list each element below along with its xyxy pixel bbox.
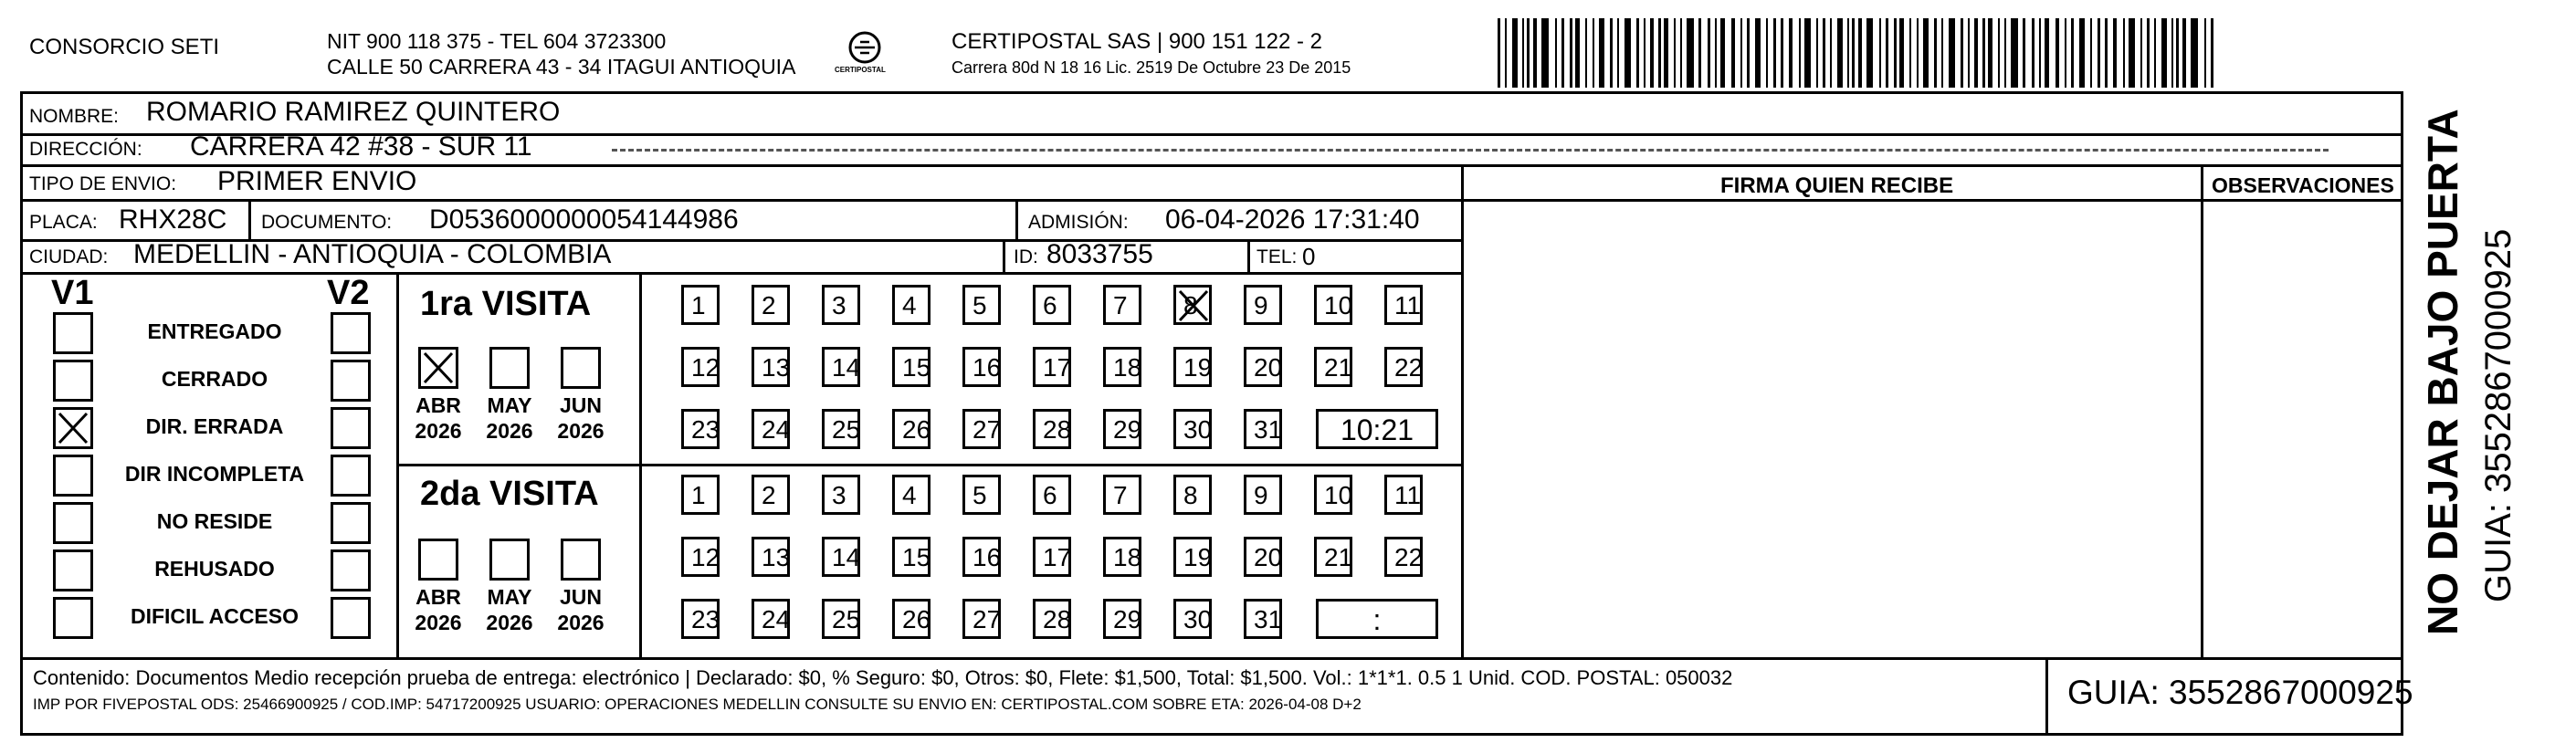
- day-box[interactable]: 13: [752, 347, 790, 387]
- courier-line: CERTIPOSTAL SAS | 900 151 122 - 2: [952, 29, 1322, 54]
- barcode-bar: [2023, 18, 2025, 88]
- year-label: 2026: [486, 611, 533, 634]
- day-box[interactable]: 17: [1033, 537, 1071, 577]
- day-box[interactable]: 2: [752, 475, 790, 515]
- barcode-bar: [2071, 18, 2074, 88]
- document-number: D0536000000054144986: [429, 204, 739, 235]
- barcode-bar: [2113, 18, 2117, 88]
- day-box[interactable]: 1: [681, 285, 720, 325]
- footer-guia: GUIA: 3552867000925: [2067, 674, 2413, 711]
- barcode-bar: [1816, 18, 1818, 88]
- month-checkbox[interactable]: [418, 347, 458, 389]
- barcode-bar: [2161, 18, 2167, 88]
- barcode-bar: [2032, 18, 2035, 88]
- barcode-bar: [2204, 18, 2206, 88]
- day-box[interactable]: 21: [1314, 537, 1352, 577]
- day-box[interactable]: 8: [1173, 475, 1212, 515]
- barcode-bar: [1894, 18, 1897, 88]
- day-box[interactable]: 24: [752, 409, 790, 449]
- barcode-bar: [1988, 18, 1992, 88]
- month-checkbox[interactable]: [489, 539, 530, 581]
- v1-checkbox[interactable]: [53, 312, 93, 354]
- barcode-bar: [1847, 18, 1849, 88]
- barcode-bar: [1644, 18, 1645, 88]
- v1-checkbox[interactable]: [53, 502, 93, 544]
- admission-label: ADMISIÓN:: [1028, 212, 1129, 233]
- barcode-bar: [1998, 18, 2000, 88]
- v1-header: V1: [51, 274, 94, 312]
- day-box[interactable]: 3: [822, 475, 860, 515]
- barcode-bar: [1650, 18, 1654, 88]
- day-box[interactable]: 29: [1103, 599, 1141, 639]
- year-label: 2026: [415, 419, 462, 443]
- barcode-bar: [1636, 18, 1639, 88]
- day-box[interactable]: 7: [1103, 285, 1141, 325]
- barcode-bar: [2105, 18, 2108, 88]
- barcode-bar: [1982, 18, 1985, 88]
- day-box[interactable]: 24: [752, 599, 790, 639]
- barcode-bar: [1923, 18, 1929, 88]
- barcode-bar: [1533, 18, 1537, 88]
- barcode-bar: [1968, 18, 1970, 88]
- admission-datetime: 06-04-2026 17:31:40: [1165, 204, 1420, 235]
- day-box[interactable]: 14: [822, 537, 860, 577]
- year-label: 2026: [557, 611, 605, 634]
- day-box[interactable]: 15: [892, 537, 931, 577]
- day-box[interactable]: 8: [1173, 285, 1212, 325]
- barcode-bar: [1570, 18, 1572, 88]
- barcode-bar: [1858, 18, 1862, 88]
- imp-line: IMP POR FIVEPOSTAL ODS: 25466900925 / COD.IMP: 54717200925 USUARIO: OPERACIONES MEDELLIN CONSULTE SU ENVIO EN: CERTIPOSTAL.COM SOBRE ETA: 2026-04-08 D+2: [33, 696, 1362, 713]
- address-scribble: [612, 149, 2329, 155]
- barcode-bar: [1658, 18, 1661, 88]
- day-box[interactable]: 22: [1384, 347, 1423, 387]
- barcode-bar: [1731, 18, 1735, 88]
- logo-text: CERTIPOSTAL: [835, 66, 886, 74]
- month-label: JUN: [559, 585, 602, 609]
- v1-checkbox[interactable]: [53, 455, 93, 497]
- day-box[interactable]: 17: [1033, 347, 1071, 387]
- day-box[interactable]: 13: [752, 537, 790, 577]
- barcode-bar: [1593, 18, 1594, 88]
- barcode-bar: [1617, 18, 1619, 88]
- day-box[interactable]: 7: [1103, 475, 1141, 515]
- signature-header: FIRMA QUIEN RECIBE: [1720, 173, 1954, 198]
- day-box[interactable]: 9: [1244, 475, 1282, 515]
- barcode-bar: [1852, 18, 1855, 88]
- v1-checkbox[interactable]: [53, 407, 93, 449]
- day-box[interactable]: 23: [681, 599, 720, 639]
- day-box[interactable]: 15: [892, 347, 931, 387]
- v2-checkbox[interactable]: [331, 407, 371, 449]
- barcode-bar: [2129, 18, 2135, 88]
- barcode-bar: [1781, 18, 1783, 88]
- day-box[interactable]: 30: [1173, 409, 1212, 449]
- time-box[interactable]: 10:21: [1316, 409, 1438, 449]
- status-label: DIFICIL ACCESO: [130, 604, 299, 628]
- plate: RHX28C: [119, 204, 227, 235]
- day-box[interactable]: 27: [962, 599, 1001, 639]
- plate-label: PLACA:: [29, 212, 98, 233]
- barcode-bar: [2171, 18, 2173, 88]
- day-box[interactable]: 30: [1173, 599, 1212, 639]
- day-box[interactable]: 28: [1033, 599, 1071, 639]
- col-divider: [1461, 164, 1464, 659]
- v1-checkbox[interactable]: [53, 360, 93, 402]
- barcode-bar: [2147, 18, 2150, 88]
- day-box[interactable]: 19: [1173, 347, 1212, 387]
- day-box[interactable]: 22: [1384, 537, 1423, 577]
- cell-divider: [1247, 239, 1250, 274]
- barcode-bar: [2211, 18, 2213, 88]
- barcode-bar: [1512, 18, 1518, 88]
- barcode-bar: [1740, 18, 1742, 88]
- tel-value: 0: [1302, 243, 1316, 270]
- document-label: DOCUMENTO:: [261, 212, 393, 233]
- barcode-bar: [1830, 18, 1832, 88]
- day-box[interactable]: 20: [1244, 537, 1282, 577]
- day-box[interactable]: 25: [822, 599, 860, 639]
- barcode-bar: [2056, 18, 2059, 88]
- barcode-bar: [1866, 18, 1874, 88]
- month-label: MAY: [487, 393, 532, 417]
- barcode-bar: [1720, 18, 1725, 88]
- barcode-bar: [1879, 18, 1881, 88]
- ship-type-label: TIPO DE ENVIO:: [29, 173, 177, 194]
- barcode-bar: [1498, 18, 1500, 88]
- v2-checkbox[interactable]: [331, 360, 371, 402]
- barcode-bar: [2098, 18, 2100, 88]
- status-label: REHUSADO: [154, 557, 275, 581]
- day-box[interactable]: 9: [1244, 285, 1282, 325]
- day-box[interactable]: 4: [892, 475, 931, 515]
- city-label: CIUDAD:: [29, 246, 109, 267]
- barcode-bar: [1799, 18, 1801, 88]
- month-label: ABR: [415, 585, 461, 609]
- year-label: 2026: [557, 419, 605, 443]
- day-box[interactable]: 11: [1384, 285, 1423, 325]
- day-box[interactable]: 16: [962, 347, 1001, 387]
- year-label: 2026: [486, 419, 533, 443]
- barcode-bar: [2045, 18, 2049, 88]
- day-box[interactable]: 2: [752, 285, 790, 325]
- barcode-bar: [1789, 18, 1793, 88]
- barcode-bar: [2176, 18, 2179, 88]
- side-warning: NO DEJAR BAJO PUERTA: [2419, 109, 2466, 635]
- license-line: Carrera 80d N 18 16 Lic. 2519 De Octubre 23 De 2015: [952, 58, 1351, 77]
- status-label: DIR. ERRADA: [145, 414, 284, 438]
- barcode-bar: [1610, 18, 1613, 88]
- day-box[interactable]: 23: [681, 409, 720, 449]
- barcode-bar: [1505, 18, 1507, 88]
- id-label: ID:: [1014, 246, 1038, 267]
- ship-type: PRIMER ENVIO: [217, 166, 417, 196]
- barcode-bar: [2140, 18, 2142, 88]
- name-label: NOMBRE:: [29, 106, 120, 127]
- id-value: 8033755: [1046, 239, 1153, 269]
- month-label: JUN: [559, 393, 602, 417]
- barcode-bar: [1624, 18, 1631, 88]
- barcode-bar: [1804, 18, 1811, 88]
- v2-checkbox[interactable]: [331, 455, 371, 497]
- status-label: CERRADO: [161, 367, 268, 391]
- month-checkbox[interactable]: [418, 539, 458, 581]
- footer-col-divider: [2045, 657, 2048, 736]
- col-divider: [2201, 164, 2203, 659]
- day-box[interactable]: 26: [892, 409, 931, 449]
- barcode-bar: [2191, 18, 2198, 88]
- barcode-bar: [1886, 18, 1888, 88]
- barcode-bar: [1561, 18, 1564, 88]
- day-box[interactable]: 16: [962, 537, 1001, 577]
- cell-divider: [1003, 239, 1005, 274]
- day-box[interactable]: 31: [1244, 599, 1282, 639]
- barcode-bar: [2039, 18, 2041, 88]
- day-box[interactable]: 27: [962, 409, 1001, 449]
- content-line: Contenido: Documentos Medio recepción prueba de entrega: electrónico | Declarado: $0, % Seguro: $0, Otros: $0, Flete: $1,500, Total: $1,500. Vol.: 1*1*1. 0.5 1 Unid. COD. POSTAL: 050032: [33, 666, 1733, 689]
- company-name: CONSORCIO SETI: [29, 35, 220, 59]
- day-x-mark: [1176, 288, 1211, 334]
- month-label: MAY: [487, 585, 532, 609]
- day-box[interactable]: 14: [822, 347, 860, 387]
- barcode-bar: [2182, 18, 2186, 88]
- barcode-bar: [1541, 18, 1549, 88]
- barcode-bar: [2011, 18, 2018, 88]
- barcode-bar: [1715, 18, 1717, 88]
- barcode-bar: [1575, 18, 1580, 88]
- nit-line: NIT 900 118 375 - TEL 604 3723300: [327, 29, 667, 53]
- tel-label: TEL:: [1256, 246, 1298, 267]
- month-checkbox[interactable]: [561, 539, 601, 581]
- barcode-bar: [1522, 18, 1524, 88]
- barcode-bar: [1674, 18, 1676, 88]
- second-visit-title: 2da VISITA: [420, 475, 599, 513]
- v2-checkbox[interactable]: [331, 502, 371, 544]
- barcode-bar: [1934, 18, 1937, 88]
- row-divider: [20, 199, 1463, 202]
- month-label: ABR: [415, 393, 461, 417]
- status-label: ENTREGADO: [147, 319, 282, 343]
- city: MEDELLIN - ANTIOQUIA - COLOMBIA: [133, 239, 612, 269]
- row-divider: [20, 272, 1463, 275]
- barcode-bar: [1585, 18, 1587, 88]
- certipostal-logo: [833, 27, 897, 80]
- day-box[interactable]: 10: [1314, 475, 1352, 515]
- day-box[interactable]: 3: [822, 285, 860, 325]
- status-label: NO RESIDE: [156, 509, 273, 533]
- address-line: CALLE 50 CARRERA 43 - 34 ITAGUI ANTIOQUIA: [327, 55, 796, 78]
- row-divider: [1463, 199, 2403, 202]
- v2-checkbox[interactable]: [331, 549, 371, 591]
- day-box[interactable]: 26: [892, 599, 931, 639]
- day-box[interactable]: 20: [1244, 347, 1282, 387]
- recipient-address: CARRERA 42 #38 - SUR 11: [190, 131, 532, 162]
- first-visit-title: 1ra VISITA: [420, 285, 592, 323]
- day-box[interactable]: 21: [1314, 347, 1352, 387]
- status-label: DIR INCOMPLETA: [124, 462, 305, 486]
- barcode: [1498, 18, 2219, 88]
- barcode-bar: [2004, 18, 2006, 88]
- cell-divider: [1015, 199, 1018, 241]
- barcode-bar: [1909, 18, 1911, 88]
- v2-header: V2: [327, 274, 370, 312]
- day-box[interactable]: 11: [1384, 475, 1423, 515]
- barcode-bar: [1917, 18, 1919, 88]
- day-box[interactable]: 18: [1103, 537, 1141, 577]
- recipient-name: ROMARIO RAMIREZ QUINTERO: [146, 97, 561, 127]
- day-box[interactable]: 5: [962, 285, 1001, 325]
- barcode-bar: [2065, 18, 2066, 88]
- barcode-bar: [1949, 18, 1955, 88]
- barcode-bar: [2079, 18, 2085, 88]
- barcode-bar: [1527, 18, 1530, 88]
- barcode-bar: [2090, 18, 2092, 88]
- month-checkbox[interactable]: [561, 347, 601, 389]
- barcode-bar: [1698, 18, 1701, 88]
- day-box[interactable]: 5: [962, 475, 1001, 515]
- month-checkbox[interactable]: [489, 347, 530, 389]
- barcode-bar: [1747, 18, 1750, 88]
- day-box[interactable]: 18: [1103, 347, 1141, 387]
- barcode-bar: [1899, 18, 1904, 88]
- barcode-bar: [1974, 18, 1978, 88]
- day-box[interactable]: 12: [681, 537, 720, 577]
- day-box[interactable]: 19: [1173, 537, 1212, 577]
- barcode-bar: [1708, 18, 1710, 88]
- barcode-bar: [2154, 18, 2156, 88]
- observations-header: OBSERVACIONES: [2212, 173, 2394, 197]
- day-box[interactable]: 28: [1033, 409, 1071, 449]
- barcode-bar: [1664, 18, 1668, 88]
- barcode-bar: [1687, 18, 1694, 88]
- barcode-bar: [1823, 18, 1825, 88]
- barcode-bar: [1680, 18, 1682, 88]
- day-box[interactable]: 6: [1033, 285, 1071, 325]
- v1-checkbox[interactable]: [53, 549, 93, 591]
- day-box[interactable]: 4: [892, 285, 931, 325]
- v2-checkbox[interactable]: [331, 312, 371, 354]
- day-box[interactable]: 12: [681, 347, 720, 387]
- day-box[interactable]: 31: [1244, 409, 1282, 449]
- barcode-bar: [1837, 18, 1843, 88]
- barcode-bar: [1773, 18, 1776, 88]
- day-box[interactable]: 25: [822, 409, 860, 449]
- cell-divider: [248, 199, 251, 241]
- barcode-bar: [1755, 18, 1761, 88]
- day-box[interactable]: 29: [1103, 409, 1141, 449]
- barcode-bar: [1941, 18, 1943, 88]
- day-box[interactable]: 6: [1033, 475, 1071, 515]
- side-guia: GUIA: 3552867000925: [2478, 228, 2518, 602]
- day-box[interactable]: 10: [1314, 285, 1352, 325]
- barcode-bar: [1555, 18, 1557, 88]
- address-label: DIRECCIÓN:: [29, 139, 142, 160]
- barcode-bar: [1961, 18, 1963, 88]
- barcode-bar: [2123, 18, 2125, 88]
- v1-checkbox[interactable]: [53, 597, 93, 639]
- time-box[interactable]: :: [1316, 599, 1438, 639]
- visit-divider: [396, 464, 1463, 466]
- v2-checkbox[interactable]: [331, 597, 371, 639]
- year-label: 2026: [415, 611, 462, 634]
- barcode-bar: [1599, 18, 1604, 88]
- barcode-bar: [1766, 18, 1768, 88]
- day-box[interactable]: 1: [681, 475, 720, 515]
